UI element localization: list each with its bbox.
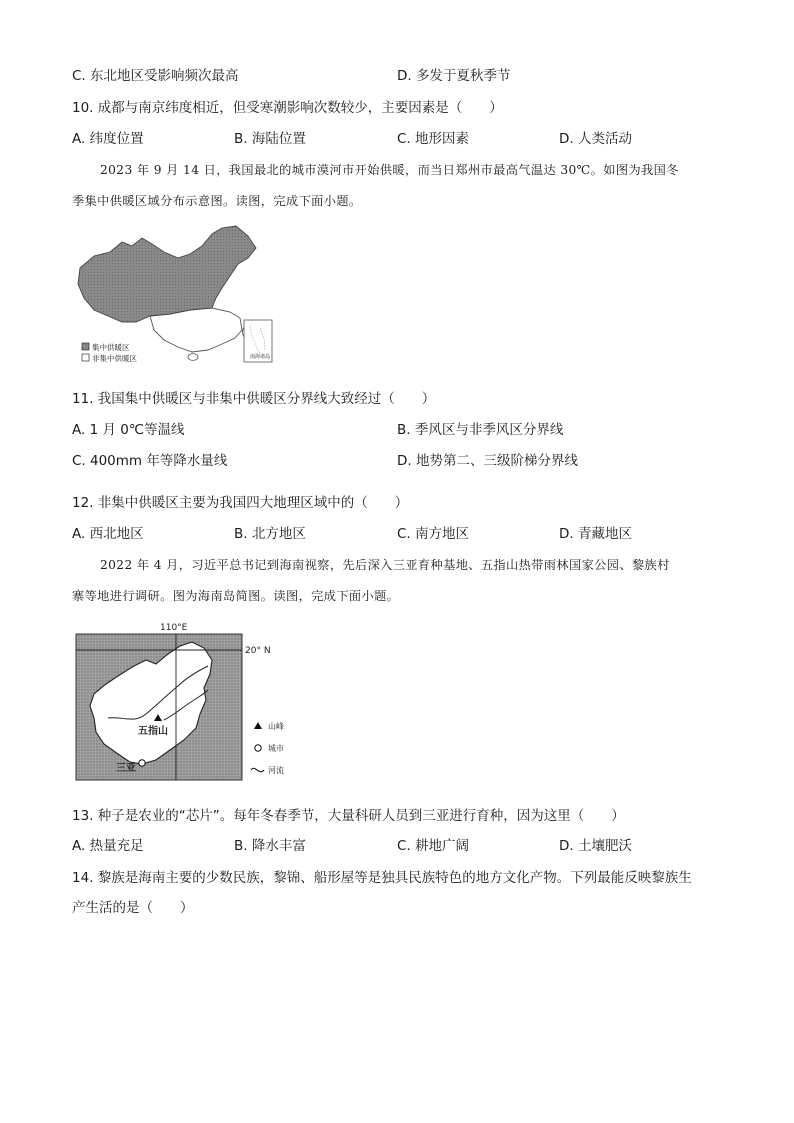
legend-unheated-swatch [82, 354, 89, 361]
q12-stem: 12. 非集中供暖区主要为我国四大地理区域中的（ ） [72, 495, 409, 511]
passage2-line1: 2022 年 4 月，习近平总书记到海南视察，先后深入三亚育种基地、五指山热带雨林国家公园、黎族村 [100, 558, 670, 572]
q10-option-d: D. 人类活动 [559, 131, 632, 147]
legend-city-label: 城市 [268, 744, 284, 753]
legend-peak-icon [254, 722, 262, 729]
q10-stem: 10. 成都与南京纬度相近，但受寒潮影响次数较少，主要因素是（ ） [72, 100, 503, 116]
q13-option-d: D. 土壤肥沃 [559, 838, 632, 854]
hainan-island [188, 354, 198, 361]
q10-option-a: A. 纬度位置 [72, 131, 144, 147]
legend-peak-label: 山峰 [268, 722, 284, 731]
q14-stem-line1: 14. 黎族是海南主要的少数民族，黎锦、船形屋等是独具民族特色的地方文化产物。下列最能反映黎族生 [72, 870, 692, 886]
q9-option-c: C. 东北地区受影响频次最高 [72, 68, 239, 84]
inset-label: 南海诸岛 [250, 354, 271, 360]
q13-option-c: C. 耕地广阔 [397, 838, 470, 854]
q12-option-d: D. 青藏地区 [559, 526, 632, 542]
q11-option-d: D. 地势第二、三级阶梯分界线 [397, 453, 578, 469]
hainan-map-graphic [72, 620, 284, 784]
china-heating-map [72, 226, 280, 372]
q11-stem: 11. 我国集中供暖区与非集中供暖区分界线大致经过（ ） [72, 391, 436, 407]
legend-city-icon [255, 745, 261, 751]
legend-heated-label: 集中供暖区 [92, 343, 130, 352]
q12-option-a: A. 西北地区 [72, 526, 144, 542]
latitude-label: 20° N [245, 646, 271, 656]
hainan-map [72, 620, 284, 784]
q13-stem: 13. 种子是农业的“芯片”。每年冬春季节，大量科研人员到三亚进行育种，因为这里（ ） [72, 808, 625, 824]
legend-unheated-label: 非集中供暖区 [92, 354, 137, 363]
q12-option-b: B. 北方地区 [234, 526, 306, 542]
q13-option-b: B. 降水丰富 [234, 838, 306, 854]
q10-option-b: B. 海陆位置 [234, 131, 306, 147]
china-heating-map-graphic [72, 226, 280, 372]
passage1-line2: 季集中供暖区域分布示意图。读图，完成下面小题。 [72, 194, 362, 208]
legend-heated-swatch [82, 343, 89, 350]
wuzhishan-label: 五指山 [138, 726, 168, 737]
q9-option-d: D. 多发于夏秋季节 [397, 68, 511, 84]
q12-option-c: C. 南方地区 [397, 526, 470, 542]
q13-option-a: A. 热量充足 [72, 838, 144, 854]
q11-option-b: B. 季风区与非季风区分界线 [397, 422, 564, 438]
passage1-line1: 2023 年 9 月 14 日，我国最北的城市漠河市开始供暖，而当日郑州市最高气温达 30℃。如图为我国冬 [100, 163, 679, 177]
q10-option-c: C. 地形因素 [397, 131, 470, 147]
q11-option-c: C. 400mm 年等降水量线 [72, 453, 228, 469]
q14-stem-line2: 产生活的是（ ） [72, 900, 194, 916]
sanya-city-icon [139, 760, 145, 766]
longitude-label: 110°E [160, 623, 188, 633]
heated-region [78, 226, 256, 322]
legend-river-icon [251, 768, 264, 771]
legend-river-label: 河流 [268, 766, 284, 775]
q11-option-a: A. 1 月 0℃等温线 [72, 422, 185, 438]
sanya-label: 三亚 [116, 763, 136, 774]
passage2-line2: 寨等地进行调研。图为海南岛简图。读图，完成下面小题。 [72, 589, 400, 603]
